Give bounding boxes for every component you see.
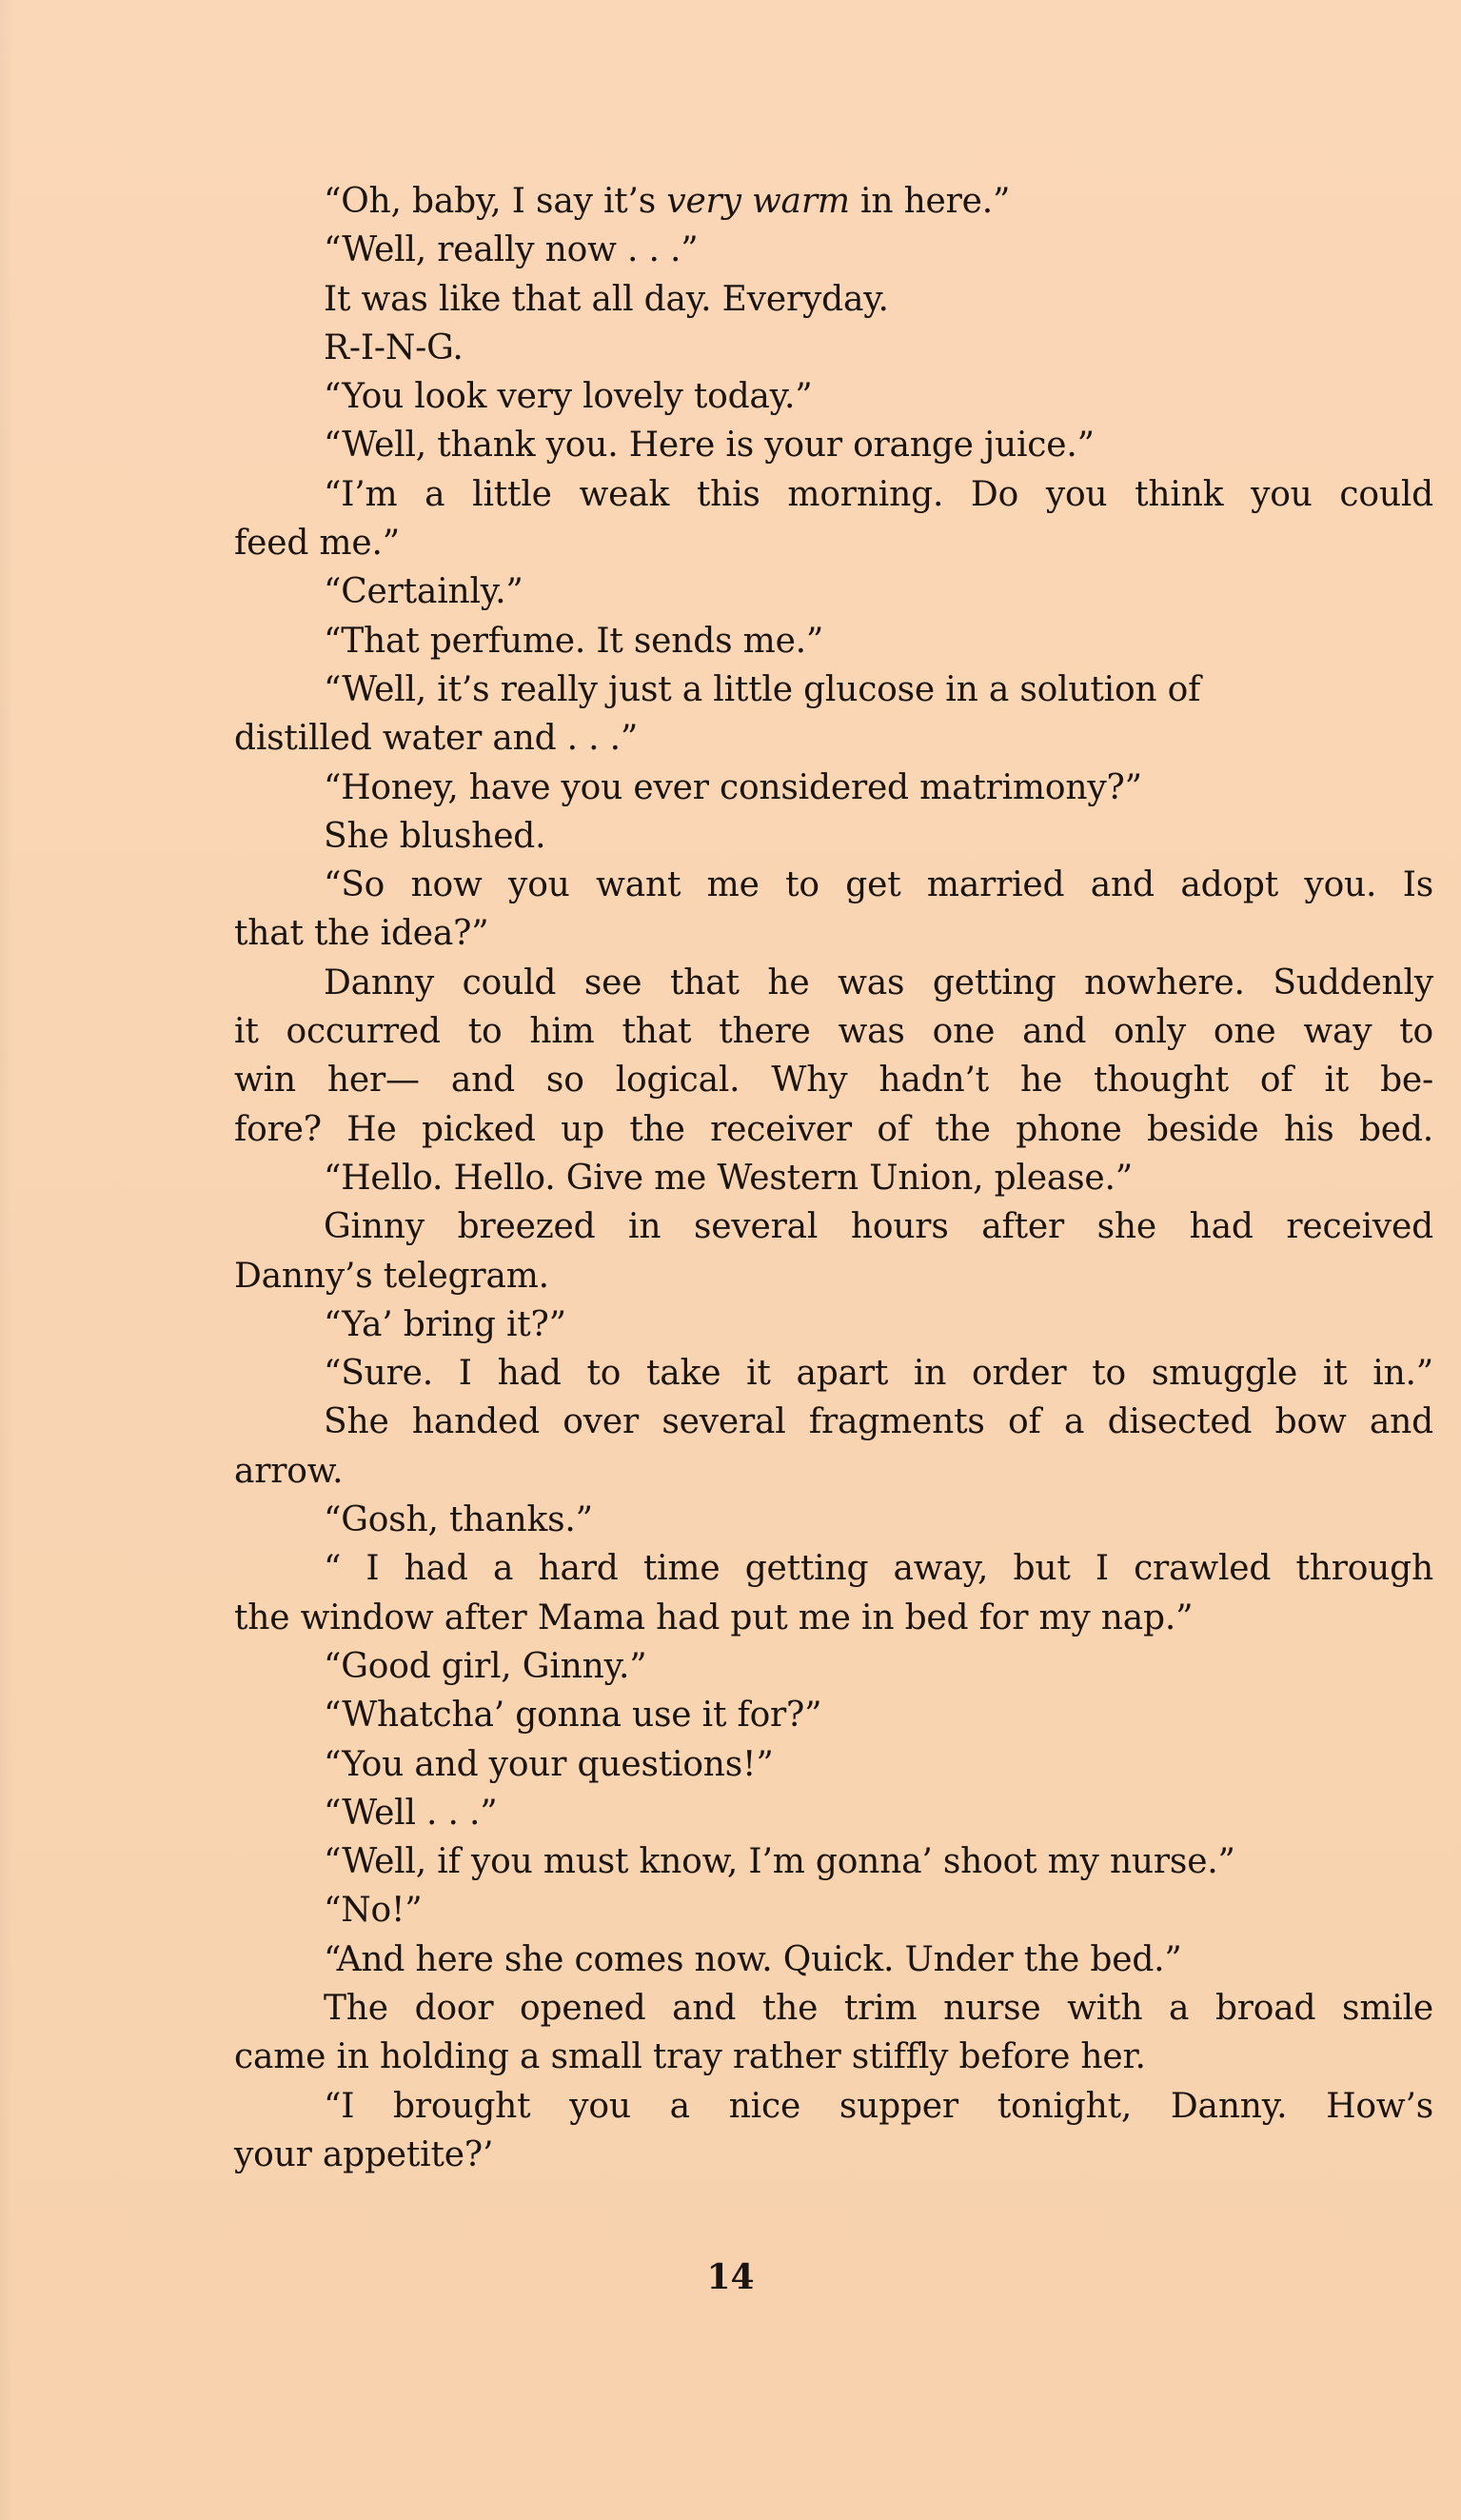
text-line: it occurred to him that there was one and only one way to [234,1012,1433,1052]
text-line: It was like that all day. Everyday. [324,279,889,319]
page-number: 14 [706,2257,755,2297]
text-line: “Well, if you must know, I’m gonna’ shoot my nurse.” [324,1842,1235,1882]
text-line: win her— and so logical. Why hadn’t he thought of it be- [234,1061,1433,1101]
text-line: “You and your questions!” [324,1744,774,1784]
text-line: “And here she comes now. Quick. Under the bed.” [324,1939,1182,1979]
text-line: She blushed. [324,816,546,856]
text-line [234,177,1433,226]
text-line: R-I-N-G. [324,327,464,367]
text-line: “Well, really now . . .” [324,230,699,270]
text-line: She handed over several fragments of a disected bow and [324,1402,1433,1442]
text-line: your appetite?’ [234,2134,494,2174]
text-line: “I’m a little weak this morning. Do you think you could [324,474,1433,514]
text-line: “Whatcha’ gonna use it for?” [324,1696,822,1736]
text-line: “No!” [324,1891,423,1931]
text-line: Danny could see that he was getting nowhere. Suddenly [324,962,1433,1002]
text-line: “Hello. Hello. Give me Western Union, please.” [324,1158,1133,1198]
text-line: feed me.” [234,524,400,564]
text-line: “Honey, have you ever considered matrimony?” [324,767,1142,807]
body-text [234,177,1433,2179]
text-line: the window after Mama had put me in bed for my nap.” [234,1597,1194,1637]
text-line: “Well . . .” [324,1793,498,1833]
text-line: “That perfume. It sends me.” [324,621,824,661]
text-line: “Well, it’s really just a little glucose in a solution of [324,669,1201,709]
text-line: Danny’s telegram. [234,1256,549,1296]
text-line: “Good girl, Ginny.” [324,1646,647,1686]
text-line: “So now you want me to get married and adopt you. Is [324,865,1433,905]
text-line: Ginny breezed in several hours after she had received [324,1207,1433,1247]
text-line: “Well, thank you. Here is your orange juice.” [324,426,1095,466]
text-line: came in holding a small tray rather stiffly before her. [234,2037,1146,2077]
text-line: “Ya’ bring it?” [324,1304,566,1344]
text-line: arrow. [234,1451,344,1491]
text-line: The door opened and the trim nurse with a broad smile [324,1988,1433,2028]
text-line: “ I had a hard time getting away, but I crawled through [324,1549,1433,1589]
text-line: “I brought you a nice supper tonight, Danny. How’s [324,2086,1433,2126]
text-line: distilled water and . . .” [234,719,639,759]
text-segment: in here.” [849,182,1011,221]
text-line: “You look very lovely today.” [324,377,813,417]
italic-emphasis: very warm [666,182,850,221]
text-line: fore? He picked up the receiver of the phone beside his bed. [234,1109,1433,1149]
text-line: “Gosh, thanks.” [324,1500,593,1540]
text-segment: “Oh, baby, I say it’s [324,182,667,221]
text-line: that the idea?” [234,914,489,954]
text-line: “Sure. I had to take it apart in order to smuggle it in.” [324,1354,1433,1394]
text-line: “Certainly.” [324,572,523,612]
